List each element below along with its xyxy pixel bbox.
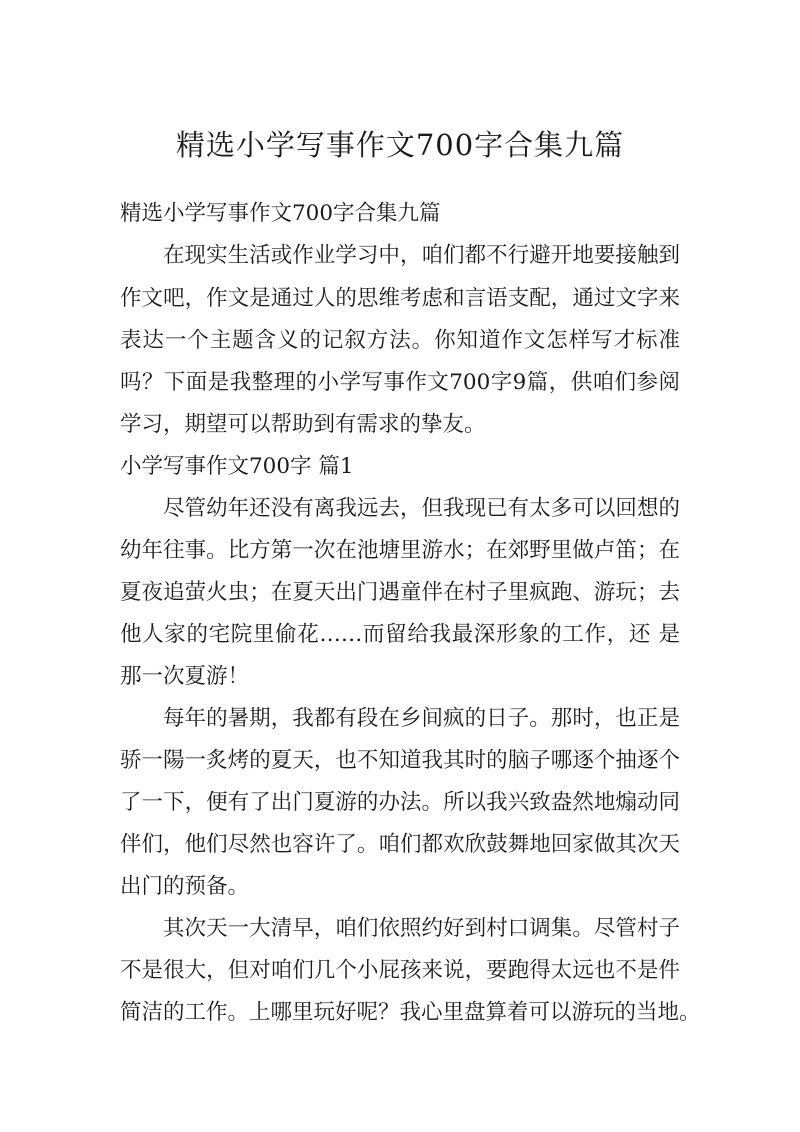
- paragraph-line: 伴们，他们尽然也容许了。咱们都欢欣鼓舞地回家做其次天: [120, 832, 680, 857]
- paragraph-line: 夏夜追萤火虫；在夏天出门遇童伴在村子里疯跑、游玩；去: [120, 580, 680, 605]
- paragraph-line: 表达一个主题含义的记叙方法。你知道作文怎样写才标准: [120, 328, 680, 353]
- paragraph-line: 吗？下面是我整理的小学写事作文700字9篇，供咱们参阅: [120, 370, 680, 395]
- paragraph-line: 简洁的工作。上哪里玩好呢？我心里盘算着可以游玩的当地。: [120, 1000, 701, 1025]
- paragraph-line: 骄一陽一炙烤的夏天，也不知道我其时的脑子哪逐个抽逐个: [120, 748, 680, 773]
- paragraph-line: 了一下，便有了出门夏游的办法。所以我兴致盎然地煽动同: [120, 790, 680, 815]
- paragraph-line: 学习，期望可以帮助到有需求的挚友。: [120, 412, 486, 437]
- paragraph-line: 出门的预备。: [120, 874, 250, 899]
- paragraph-line: 他人家的宅院里偷花……而留给我最深形象的工作，还 是: [120, 622, 680, 647]
- paragraph-line: 在现实生活或作业学习中，咱们都不行避开地要接触到: [163, 243, 680, 268]
- section-heading: 小学写事作文700字 篇1: [120, 454, 354, 479]
- document-title: 精选小学写事作文700字合集九篇: [175, 128, 625, 162]
- paragraph-line: 尽管幼年还没有离我远去，但我现已有太多可以回想的: [163, 496, 680, 521]
- paragraph-line: 作文吧，作文是通过人的思维考虑和言语支配，通过文字来: [120, 286, 680, 311]
- paragraph-line: 幼年往事。比方第一次在池塘里游水；在郊野里做卢笛；在: [120, 538, 680, 563]
- paragraph-line: 其次天一大清早，咱们依照约好到村口调集。尽管村子: [163, 916, 680, 941]
- paragraph-line: 不是很大，但对咱们几个小屁孩来说，要跑得太远也不是件: [120, 958, 680, 983]
- subtitle-line: 精选小学写事作文700字合集九篇: [120, 201, 441, 226]
- paragraph-line: 那一次夏游！: [120, 664, 250, 689]
- paragraph-line: 每年的暑期，我都有段在乡间疯的日子。那时，也正是: [163, 706, 680, 731]
